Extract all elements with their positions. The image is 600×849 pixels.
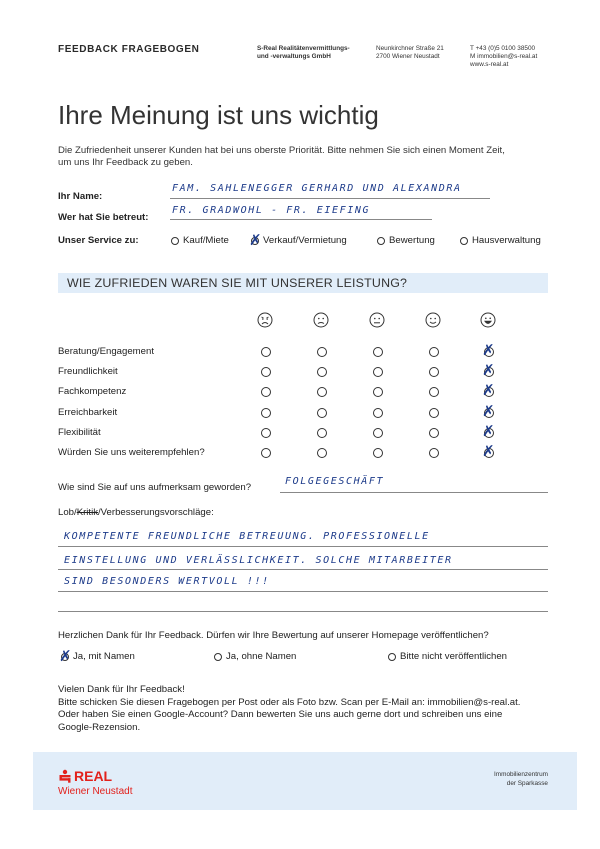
rating-radio[interactable] — [317, 347, 327, 357]
service-option-kauf[interactable] — [171, 235, 229, 246]
closing-line-2: Bitte schicken Sie diesen Fragebogen per Post oder als Foto bzw. Scan per E-Mail an: immobilien@s-real.at. — [58, 696, 521, 708]
comment-rule-4 — [58, 611, 548, 612]
rating-radio[interactable] — [429, 448, 439, 458]
checkmark-x-icon: ✗ — [59, 646, 72, 665]
footer-tagline — [494, 771, 548, 788]
radio-circle[interactable] — [214, 653, 222, 661]
rating-radio[interactable] — [429, 387, 439, 397]
rating-radio[interactable] — [261, 367, 271, 377]
rating-radio[interactable] — [261, 408, 271, 418]
checkmark-x-icon: ✗ — [482, 381, 495, 400]
checkmark-x-icon: ✗ — [482, 341, 495, 359]
sparkasse-s-icon — [58, 769, 72, 783]
rating-radio[interactable] — [261, 428, 271, 438]
satisfied-icon — [425, 312, 441, 328]
neutral-icon — [369, 312, 385, 328]
comments-label-kritik: Kritik — [76, 507, 99, 518]
company-line-1: S-Real Realitätenvermittlungs- — [257, 45, 350, 52]
rating-radio[interactable] — [373, 408, 383, 418]
phone: T +43 (0)5 0100 38500 — [470, 45, 536, 52]
footer-tagline-1: Immobilienzentrum — [494, 771, 548, 778]
closing-line-3: Oder haben Sie einen Google-Account? Dann bewerten Sie uns auch gerne dort und schreiben uns eine — [58, 709, 503, 721]
rating-radio[interactable] — [482, 381, 495, 400]
rating-radio[interactable] — [429, 408, 439, 418]
rating-radio[interactable] — [373, 367, 383, 377]
rating-radio[interactable] — [317, 367, 327, 377]
service-option-bewertung[interactable] — [377, 235, 435, 246]
rating-radio[interactable] — [373, 428, 383, 438]
agent-label: Wer hat Sie betreut: — [58, 212, 149, 223]
rating-row-label: Würden Sie uns weiterempfehlen? — [58, 447, 205, 458]
consent-option-without-name[interactable] — [214, 651, 296, 662]
name-label: Ihr Name: — [58, 191, 103, 202]
rating-row-label: Freundlichkeit — [58, 366, 118, 378]
rating-radio[interactable] — [429, 367, 439, 377]
rating-banner-text: WIE ZUFRIEDEN WAREN SIE MIT UNSERER LEISTUNG? — [67, 276, 408, 290]
option-label: Ja, mit Namen — [73, 651, 135, 662]
consent-option-no-publish[interactable] — [388, 651, 507, 662]
comment-line-3[interactable]: SIND BESONDERS WERTVOLL !!! — [64, 576, 270, 587]
rating-radio[interactable] — [317, 408, 327, 418]
closing-line-1: Vielen Dank für Ihr Feedback! — [58, 684, 185, 695]
option-label: Ja, ohne Namen — [226, 651, 297, 662]
radio-circle[interactable] — [388, 653, 396, 661]
rating-row-label: Beratung/Engagement — [58, 346, 155, 357]
logo-subtitle: Wiener Neustadt — [58, 786, 133, 797]
checkmark-x-icon: ✗ — [249, 230, 262, 249]
footer-tagline-2: der Sparkasse — [506, 779, 548, 787]
rating-radio[interactable] — [317, 428, 327, 438]
rating-radio[interactable] — [482, 361, 495, 380]
company-contact — [470, 45, 537, 70]
company-address — [376, 45, 444, 61]
email: M immobilien@s-real.at — [470, 53, 538, 61]
doc-label: FEEDBACK FRAGEBOGEN — [58, 44, 200, 55]
option-label: Kauf/Miete — [183, 235, 229, 246]
option-label: Verkauf/Vermietung — [263, 235, 347, 246]
closing-line-4: Google-Rezension. — [58, 721, 141, 733]
consent-question: Herzlichen Dank für Ihr Feedback. Dürfen wir Ihre Bewertung auf unserer Homepage veröffentlichen? — [58, 630, 489, 641]
radio-circle[interactable] — [59, 646, 72, 665]
logo-text: REAL — [74, 768, 113, 784]
rating-radio[interactable] — [482, 421, 495, 440]
comment-rule-1 — [58, 546, 548, 547]
checkmark-x-icon: ✗ — [482, 401, 495, 420]
source-value[interactable]: FOLGEGESCHÄFT — [285, 476, 385, 487]
rating-radio[interactable] — [429, 428, 439, 438]
comment-line-1[interactable]: KOMPETENTE FREUNDLICHE BETREUUNG. PROFESSIONELLE — [64, 531, 430, 542]
rating-row-label: Erreichbarkeit — [58, 406, 118, 418]
option-label: Bewertung — [389, 235, 435, 246]
very-satisfied-icon — [480, 312, 496, 328]
company-line-2: und -verwaltungs GmbH — [257, 53, 331, 61]
rating-radio[interactable] — [482, 341, 495, 359]
comment-rule-3 — [58, 591, 548, 592]
brand-logo — [58, 768, 112, 784]
rating-radio[interactable] — [482, 401, 495, 420]
radio-circle[interactable] — [249, 230, 262, 249]
rating-radio[interactable] — [482, 442, 495, 460]
rating-radio[interactable] — [373, 448, 383, 458]
address-line-2: 2700 Wiener Neustadt — [376, 53, 440, 61]
source-line — [280, 492, 548, 493]
comment-line-2[interactable]: EINSTELLUNG UND VERLÄSSLICHKEIT. SOLCHE MITARBEITER — [64, 555, 453, 566]
rating-radio[interactable] — [261, 347, 271, 357]
rating-radio[interactable] — [317, 448, 327, 458]
closing-text — [58, 684, 520, 734]
source-label: Wie sind Sie auf uns aufmerksam geworden? — [58, 482, 252, 493]
radio-circle[interactable] — [171, 237, 179, 245]
radio-circle[interactable] — [460, 237, 468, 245]
rating-banner — [58, 273, 548, 293]
rating-row-label: Flexibilität — [58, 426, 101, 438]
comment-rule-2 — [58, 569, 548, 570]
address-line-1: Neunkirchner Straße 21 — [376, 45, 444, 52]
service-option-verkauf[interactable] — [249, 230, 347, 249]
intro-line-1: Die Zufriedenheit unserer Kunden hat bei uns oberste Priorität. Bitte nehmen Sie sich einen Moment Zeit, — [58, 145, 505, 156]
rating-radio[interactable] — [373, 387, 383, 397]
rating-row-label: Fachkompetenz — [58, 386, 127, 398]
rating-radio[interactable] — [261, 448, 271, 458]
option-label: Bitte nicht veröffentlichen — [400, 651, 508, 662]
service-option-hausverwaltung[interactable] — [460, 235, 541, 246]
rating-radio[interactable] — [429, 347, 439, 357]
radio-circle[interactable] — [377, 237, 385, 245]
name-line — [170, 198, 490, 199]
comments-label-pre: Lob/ — [58, 507, 77, 518]
comments-label-post: /Verbesserungsvorschläge: — [98, 507, 214, 518]
comments-label — [58, 507, 214, 518]
consent-option-with-name[interactable] — [59, 646, 135, 665]
rating-radio[interactable] — [317, 387, 327, 397]
intro-line-2: um uns Ihr Feedback zu geben. — [58, 157, 193, 168]
service-label: Unser Service zu: — [58, 235, 139, 246]
page-title: Ihre Meinung ist uns wichtig — [58, 100, 379, 130]
dissatisfied-icon — [313, 312, 329, 328]
option-label: Hausverwaltung — [472, 235, 541, 246]
very-dissatisfied-icon — [257, 312, 273, 328]
website: www.s-real.at — [470, 61, 509, 69]
agent-value[interactable]: FR. GRADWOHL - FR. EIEFING — [172, 205, 371, 216]
checkmark-x-icon: ✗ — [482, 421, 495, 440]
checkmark-x-icon: ✗ — [482, 361, 495, 380]
checkmark-x-icon: ✗ — [482, 442, 495, 460]
rating-radio[interactable] — [261, 387, 271, 397]
rating-radio[interactable] — [373, 347, 383, 357]
agent-line — [170, 219, 432, 220]
name-value[interactable]: FAM. SAHLENEGGER GERHARD UND ALEXANDRA — [172, 183, 462, 194]
company-name — [257, 45, 350, 61]
intro-text — [58, 145, 558, 169]
